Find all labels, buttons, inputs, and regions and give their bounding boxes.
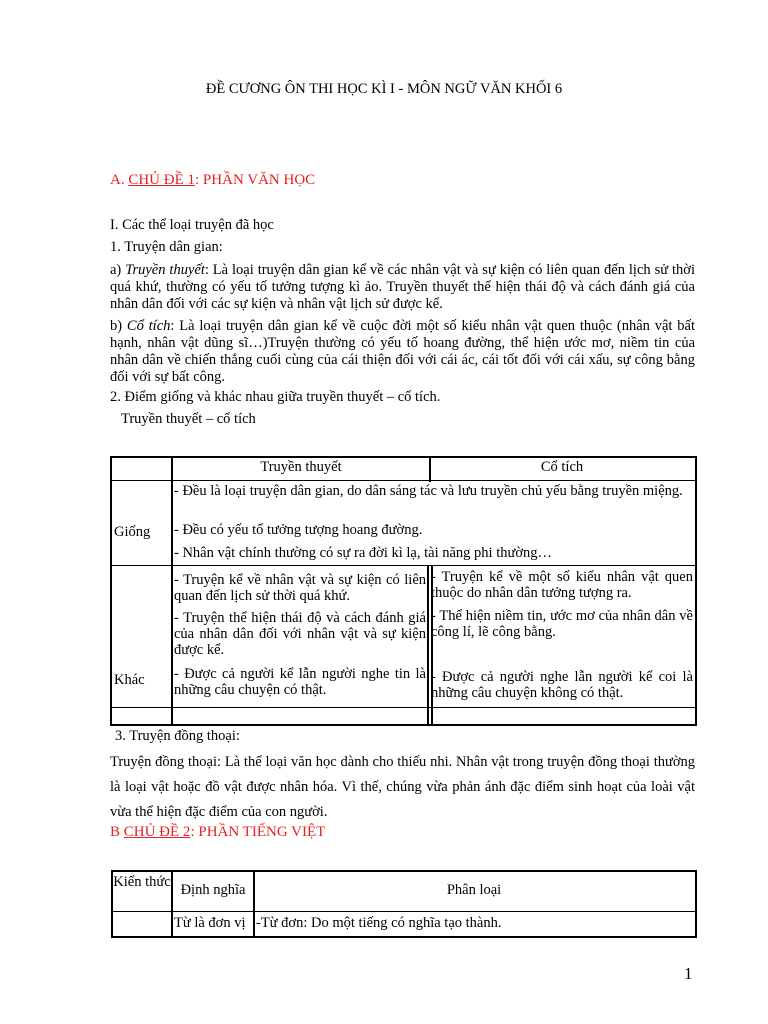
section-a-topic: CHỦ ĐỀ 1 — [128, 172, 196, 188]
paragraph-a — [110, 262, 695, 313]
legend-item: - Truyện thể hiện thái độ và cách đánh giá của nhân dân đối với nhân vật và sự kiện được kể. — [174, 610, 426, 658]
table2-header-knowledge: Kiến thức — [113, 874, 171, 890]
same-item: - Nhân vật chính thường có sự ra đời kì lạ, tài năng phi thường… — [174, 545, 552, 561]
table2-header-classification: Phân loại — [446, 882, 502, 898]
fairy-tale-item: - Truyện kể về một số kiểu nhân vật quen thuộc do nhân dân tưởng tượng ra. — [431, 569, 693, 601]
section-b-heading — [110, 824, 325, 841]
fairy-tale-item: - Được cả người nghe lẫn người kể coi là những câu chuyện không có thật. — [431, 669, 693, 701]
same-item: - Đều là loại truyện dân gian, do dân sáng tác và lưu truyền chủ yếu bằng truyền miệng. — [174, 483, 683, 499]
table1-divider — [112, 565, 695, 566]
same-item: - Đều có yếu tố tưởng tượng hoang đường. — [174, 522, 423, 538]
page-number: 1 — [684, 964, 693, 983]
paragraph-3: Truyện đồng thoại: Là thể loại văn học dành cho thiếu nhi. Nhân vật trong truyện đồng thoại thường là loại vật hoặc đồ vật được nhân hóa. Vì thế, chúng vừa phản ánh đặc điểm sinh hoạt của loài vật vừa thể hiện đặc điểm của con người. — [110, 754, 695, 820]
para-b-label: b) — [110, 318, 127, 334]
fairy-tale-item: - Thể hiện niềm tin, ước mơ của nhân dân về công lí, lẽ công bằng. — [431, 608, 693, 640]
section-b-suffix: : PHẦN TIẾNG VIỆT — [190, 824, 326, 840]
table2-divider — [113, 911, 695, 912]
para-b-term: Cổ tích — [126, 318, 171, 334]
heading-2: 2. Điểm giống và khác nhau giữa truyền thuyết – cổ tích. — [110, 389, 441, 405]
table1-caption: Truyền thuyết – cổ tích — [121, 411, 256, 427]
legend-item: - Truyện kể về nhân vật và sự kiện có liên quan đến lịch sử thời quá khứ. — [174, 572, 426, 604]
page-title: ĐỀ CƯƠNG ÔN THI HỌC KÌ I - MÔN NGỮ VĂN KHỐI 6 — [205, 81, 563, 97]
table1-divider — [171, 458, 173, 724]
row-label-different: Khác — [114, 672, 145, 688]
table1-header-fairy: Cổ tích — [540, 459, 584, 475]
table1-divider — [112, 707, 695, 708]
section-a-heading — [110, 172, 315, 189]
section-b-topic: CHỦ ĐỀ 2 — [123, 824, 191, 840]
section-b-prefix: B — [110, 824, 124, 840]
legend-item: - Được cả người kể lẫn người nghe tin là những câu chuyện có thật. — [174, 666, 426, 698]
row-label-same: Giống — [114, 524, 151, 540]
section-a-prefix: A. — [110, 172, 129, 188]
table2-definition-cell: Từ là đơn vị — [174, 915, 246, 931]
section-a-suffix: : PHẦN VĂN HỌC — [195, 172, 316, 188]
paragraph-b — [110, 318, 695, 386]
para-a-term: Truyền thuyết — [125, 262, 205, 278]
heading-3: 3. Truyện đồng thoại: — [115, 728, 240, 744]
para-a-text: : Là loại truyện dân gian kể về các nhân vật và sự kiện có liên quan đến lịch sử thời quá khứ, thường có yếu tố tưởng tượng kì ảo. Truyền thuyết thể hiện thái độ và cách đánh giá của nhân dân đối với các sự kiện và nhân vật lịch sử được kể. — [110, 262, 695, 312]
heading-i: I. Các thể loại truyện đã học — [110, 217, 274, 233]
table1-header-legend: Truyền thuyết — [260, 459, 342, 475]
para-a-label: a) — [110, 262, 126, 278]
table2-header-definition: Định nghĩa — [180, 882, 246, 898]
para-b-text: : Là loại truyện dân gian kể về cuộc đời một số kiểu nhân vật quen thuộc (nhân vật bất hạnh, nhân vật dũng sĩ…)Truyện thường có yếu tố hoang đường, thể hiện ước mơ, niềm tin của nhân dân về chiến thắng cuối cùng của cái thiện đối với cái ác, cái tốt đối với cái xấu, sự công bằng đối với sự bất công. — [110, 318, 695, 385]
table1-divider — [112, 480, 695, 481]
heading-1: 1. Truyện dân gian: — [110, 239, 223, 255]
table2-classification-cell: -Từ đơn: Do một tiếng có nghĩa tạo thành. — [256, 915, 502, 931]
table1-divider — [427, 566, 429, 724]
